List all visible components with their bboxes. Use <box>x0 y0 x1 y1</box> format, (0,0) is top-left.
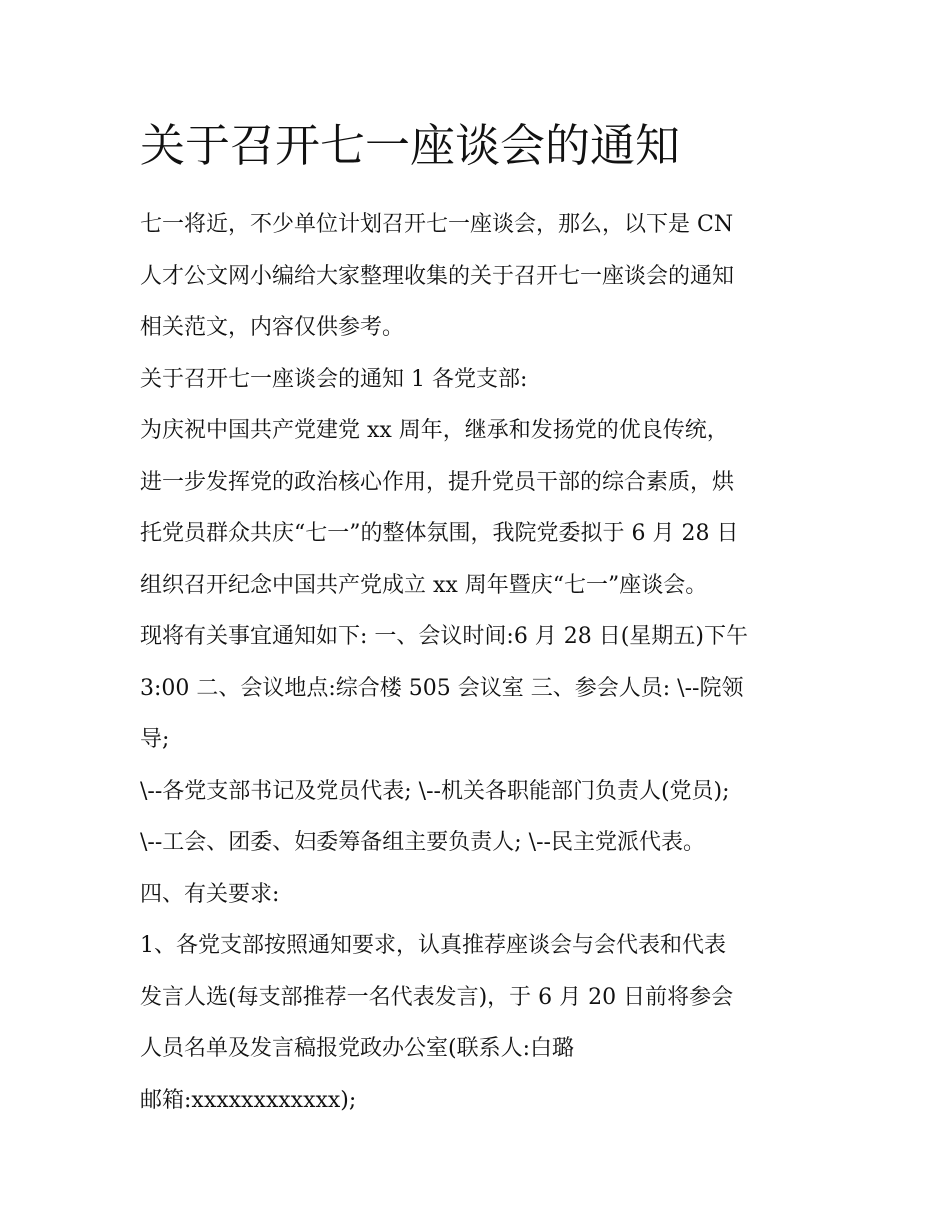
body-line: 人员名单及发言稿报党政办公室(联系人:白璐 <box>140 1036 574 1061</box>
document-body <box>140 199 820 1126</box>
body-line: \--工会、团委、妇委筹备组主要负责人; \--民主党派代表。 <box>140 830 705 855</box>
body-line: 现将有关事宜通知如下: 一、会议时间:6 月 28 日(星期五)下午 <box>140 624 748 649</box>
body-line: 七一将近，不少单位计划召开七一座谈会，那么，以下是 CN <box>140 212 734 237</box>
body-line: 进一步发挥党的政治核心作用，提升党员干部的综合素质，烘 <box>140 469 735 495</box>
body-line: 托党员群众共庆“七一”的整体氛围，我院党委拟于 6 月 28 日 <box>140 521 739 546</box>
body-line: 人才公文网小编给大家整理收集的关于召开七一座谈会的通知 <box>140 263 735 289</box>
body-line: 关于召开七一座谈会的通知 1 各党支部: <box>140 366 528 392</box>
body-line: 发言人选(每支部推荐一名代表发言)，于 6 月 20 日前将参会 <box>140 984 734 1010</box>
body-line: 组织召开纪念中国共产党成立 xx 周年暨庆“七一”座谈会。 <box>140 572 708 598</box>
body-line: 相关范文，内容仅供参考。 <box>140 315 405 340</box>
body-line: \--各党支部书记及党员代表; \--机关各职能部门负责人(党员); <box>140 778 730 804</box>
body-line: 邮箱:xxxxxxxxxxxx); <box>140 1087 357 1113</box>
body-line: 1、各党支部按照通知要求，认真推荐座谈会与会代表和代表 <box>140 933 726 958</box>
body-line: 3:00 二、会议地点:综合楼 505 会议室 三、参会人员: \--院领 <box>140 675 744 701</box>
body-line: 导; <box>140 727 170 752</box>
body-line: 四、有关要求: <box>140 881 280 907</box>
document-title: 关于召开七一座谈会的通知 <box>140 119 681 172</box>
body-line: 为庆祝中国共产党建党 xx 周年，继承和发扬党的优良传统， <box>140 418 729 443</box>
